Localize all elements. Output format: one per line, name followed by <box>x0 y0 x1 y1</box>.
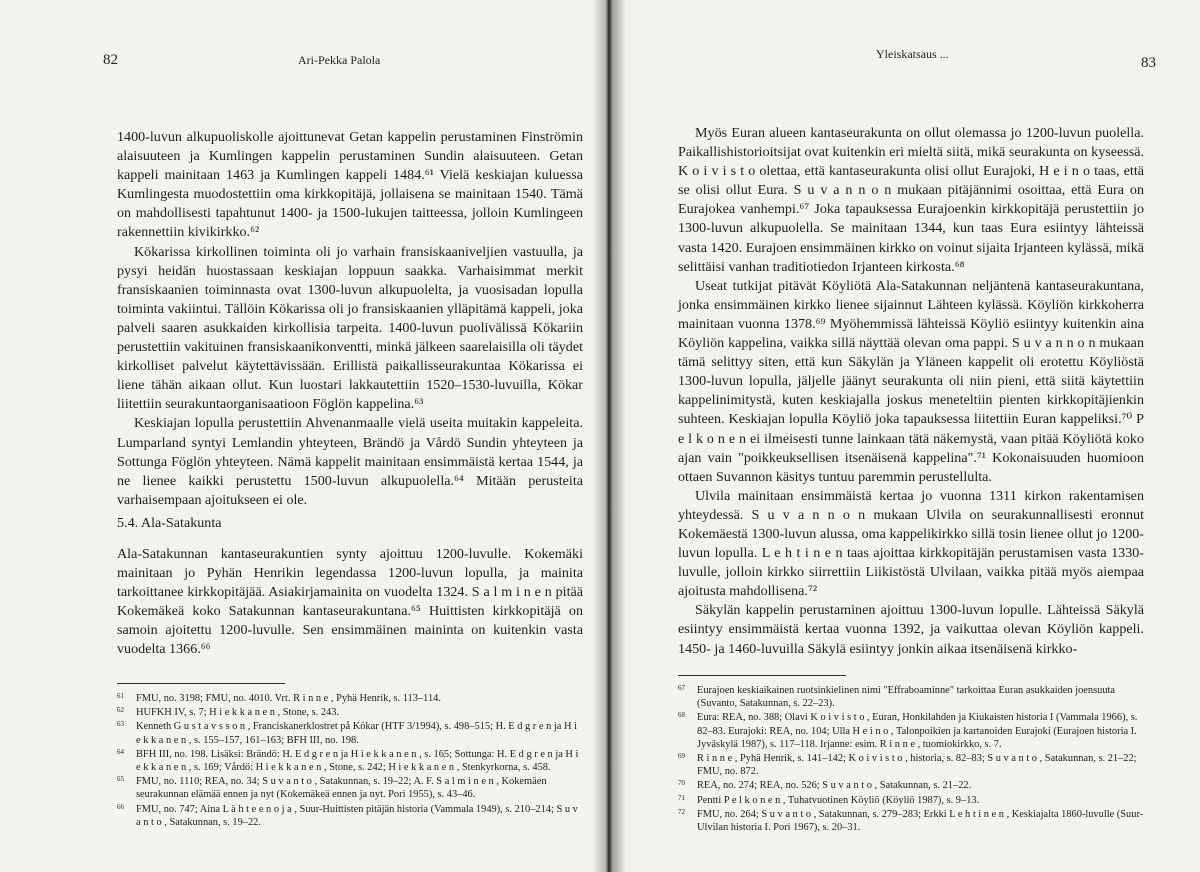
footnote-text: FMU, no. 264; S u v a n t o , Satakunnan, s. 279–283; Erkki L e h t i n e n , Keskiajalta 1860-luvulle (Suur-Ulvilan historia I. Pori 1967), s. 20–31. <box>697 808 1144 834</box>
footnotes <box>678 684 1144 835</box>
footnote-number: 64 <box>117 747 124 756</box>
paragraph: Useat tutkijat pitävät Köyliötä Ala-Satakunnan neljäntenä kantaseurakuntana, jonka ensimmäinen kirkko lienee sijainnut Lähteen kylässä. Köyliön kirkkoherra mainitaan vuonna 1378.⁶⁹ Myöhemmissä lähteissä Köyliö esiintyy kuitenkin aina Köyliön kappelina, vaikka sillä näyttää olevan oma pappi. S u v a n n o n mukaan tämä selittyy siten, että kun Säkylän ja Yläneen kappelit oli erotettu Köyliöstä 1300-luvun lopulla, jäljelle jäänyt seurakunta oli niin pieni, että siitä käytettiin kappelinimitystä, kuten keskiajalla joskus meneteltiin pienten kirkkopitäjienkin suhteen. Keskiajan lopulla Köyliö joka tapauksessa liitettiin Euran kappeliksi.⁷⁰ P e l k o n e n ei ilmeisesti tunne lainkaan tätä näkemystä, vaan pitää Köyliötä koko ajan vain "poikkeuksellisen itsenäisenä kappelina".⁷¹ Kokonaisuuden huomioon ottaen Suvannon käsitys tuntuu paremmin perustellulta. <box>678 277 1144 485</box>
running-head: Yleiskatsaus ... <box>876 47 949 61</box>
paragraph: Ulvila mainitaan ensimmäistä kertaa jo vuonna 1311 kirkon rakentamisen yhteydessä. S u v a n n o n mukaan Ulvila on seurakunnallisesti eronnut Kokemäestä 1300-luvun alussa, oma kappelikirkko sillä tosin lienee ollut jo 1200-luvun lopulla. L e h t i n e n taas ajoittaa kirkkopitäjän perustamisen vasta 1330-luvulle, jolloin kirkko siirrettiin Liikistöstä Ulvilaan, vaikka pitää myös aiempaa ajoitusta mahdollisena.⁷² <box>678 487 1144 600</box>
paragraph: Säkylän kappelin perustaminen ajoittuu 1300-luvun lopulle. Lähteissä Säkylä esiintyy ensimmäistä kertaa vuonna 1392, ja vaikuttaa olevan Köyliön kappeli. 1450- ja 1460-luvuilla Säkylä esiintyy jonkin aikaa itsenäisenä kirkko- <box>678 602 1144 657</box>
page-number: 83 <box>1141 55 1156 71</box>
footnote-number: 67 <box>678 684 685 692</box>
running-head: Ari-Pekka Palola <box>298 53 381 67</box>
footnote-text: FMU, no. 3198; FMU, no. 4010. Vrt. R i n n e , Pyhä Henrik, s. 113–114. <box>136 693 441 704</box>
footnote-text: REA, no. 274; REA, no. 526; S u v a n t o , Satakunnan, s. 21–22. <box>697 780 972 792</box>
footnote-number: 65 <box>117 775 124 784</box>
page-number: 82 <box>103 52 118 68</box>
footnote <box>117 692 583 705</box>
footnote-number: 63 <box>117 720 124 729</box>
footnote <box>117 706 583 719</box>
footnote-text: FMU, no. 1110; REA, no. 34; S u v a n t o , Satakunnan, s. 19–22; A. F. S a l m i n e n , Kokemäen seurakunnan elämää ennen ja nyt (Kokemäkeä ennen ja nyt. Pori 1955), s. 43–46. <box>136 776 547 801</box>
paragraph: Kökarissa kirkollinen toiminta oli jo varhain fransiskaaniveljien vastuulla, ja pysyi heidän huostassaan keskiajan loppuun saakka. Varhaisimmat merkit fransiskaanien toiminnasta ovat 1300-luvun alkupuolelta, ja vuosisadan lopulla toiminta vakiintui. Tällöin Kökarissa oli jo fransiskaanien ylläpitämä kappeli, joka palveli saaren asukkaiden kirkollisia tarpeita. 1400-luvun puolivälissä Kökariin perustettiin vakituinen fransiskaanikonventti, minkä jälkeen saarelaisilla oli täydet kirkolliset palvelut käytettävissään. Erillistä paikallisseurakuntaa Kökarissa ei liene tähän aikaan ollut. Kun luostari lakkautettiin 1520–1530-luvuilla, Kökar liitettiin seurakuntaorganisaatioon Föglön kappelina.⁶³ <box>117 243 583 413</box>
footnote-rule <box>678 675 846 676</box>
paragraph: Keskiajan lopulla perustettiin Ahvenanmaalle vielä useita muitakin kappeleita. Lumparland syntyi Lemlandin yhteyteen, Brändö ja Vårdö Sundin yhteyteen ja Sottunga Föglön yhteyteen. Nämä kappelit mainitaan ensimmäistä kertaa 1544, ja ne lienee kaikki perustettu 1500-luvun alkupuolella.⁶⁴ Mitään perusteita varhaisempaan ajoitukseen ei ole. <box>117 415 583 508</box>
footnote-number: 69 <box>678 752 685 761</box>
footnote-number: 61 <box>117 692 124 700</box>
section-heading: 5.4. Ala-Satakunta <box>117 515 222 531</box>
footnote-number: 72 <box>678 807 685 816</box>
footnote-text: BFH III, no. 198. Lisäksi: Brändö: H. E d g r e n ja H i e k k a n e n , s. 165; Sottunga: H. E d g r e n ja H i e k k a n e n , s. 169; Vårdö: H i e k k a n e n , Stone, s. 242; H i e k k a n e n , Stenkyrkorna, s. 458. <box>136 748 579 774</box>
footnote <box>678 779 1144 792</box>
paragraph: Ala-Satakunnan kantaseurakuntien synty ajoittuu 1200-luvulle. Kokemäki mainitaan jo Pyhän Henrikin legendassa 1200-luvun lopulla, ja mainita tarkoittanee kirkkopitäjää. Asiakirjamainita on vuodelta 1324. S a l m i n e n pitää Kokemäkeä koko Satakunnan kantaseurakuntana.⁶⁵ Huittisten kirkkopitäjä on samoin ajoitettu 1200-luvulle. Sen ensimmäinen maininta on kuitenkin vasta vuodelta 1366.⁶⁶ <box>117 546 583 658</box>
footnote-number: 68 <box>678 711 685 720</box>
footnote-text: Eurajoen keskiaikainen ruotsinkielinen nimi "Effraboaminne" tarkoittaa Euran asukkaiden joensuuta (Suvanto, Satakunnan, s. 22–23). <box>697 685 1116 710</box>
footnote <box>117 748 583 774</box>
footnote <box>117 803 583 829</box>
footnote-rule <box>117 683 285 684</box>
footnote <box>117 775 583 801</box>
footnote <box>678 684 1144 710</box>
right-page <box>606 0 1200 872</box>
footnote-text: HUFKH IV, s. 7; H i e k k a n e n , Stone, s. 243. <box>136 707 339 719</box>
footnote-text: R i n n e , Pyhä Henrik, s. 141–142; K o i v i s t o , historia, s. 82–83; S u v a n t o , Satakunnan, s. 21–22; FMU, no. 872. <box>697 753 1137 778</box>
paragraph: Myös Euran alueen kantaseurakunta on ollut olemassa jo 1200-luvun puolella. Paikallishistorioitsijat ovat kuitenkin eri mieltä siitä, mikä seurakunta on kyseessä. K o i v i s t o olettaa, että kantaseurakunta olisi ollut Eurajoki, H e i n o taas, että se olisi ollut Eura. S u v a n n o n mukaan pitäjännimi osoittaa, että Eura on Eurajokea vanhempi.⁶⁷ Joka tapauksessa Eurajoenkin kirkkopitäjä perustettiin jo 1300-luvun alkupuolella. Se mainitaan 1344, kun taas Eura esiintyy lähteissä vasta 1420. Eurajoen ensimmäinen kirkko on voinut sijaita Irjanteen kylässä, mikä selittäisi vanhan traditiotiedon Irjanteen kirkosta.⁶⁸ <box>678 125 1144 275</box>
footnotes <box>117 692 583 830</box>
footnote-number: 71 <box>678 793 685 802</box>
footnote <box>678 808 1144 834</box>
footnote <box>117 720 583 746</box>
footnote <box>678 711 1144 751</box>
footnote <box>678 794 1144 807</box>
footnote-text: Eura: REA, no. 388; Olavi K o i v i s t o , Euran, Honkilahden ja Kiukaisten historia I (Vammala 1966), s. 82–83. Eurajoki: REA, no. 104; Ulla H e i n o , Talonpoikien ja kartanoiden Eurajoki (Eurajoen historia I. Jyväskylä 1987), s. 117–118. Irjanne: esim. R i n n e , tuomiokirkko, s. 7. <box>697 712 1138 750</box>
body-text <box>117 128 583 510</box>
paragraph: 1400-luvun alkupuoliskolle ajoittunevat Getan kappelin perustaminen Finströmin alaisuuteen ja Kumlingen kappelin perustaminen Sundin alaisuuteen. Getan kappeli mainitaan 1463 ja Kumlingen kappeli 1484.⁶¹ Vielä keskiajan kuluessa Kumlingesta muodostettiin oma kirkkopitäjä, jollaisena se mainitaan 1540. Tämä on mahdollisesti tapahtunut 1400- ja 1500-lukujen taitteessa, jolloin Kumlingeen rakennettiin kivikirkko.⁶² <box>117 129 583 241</box>
footnote-number: 62 <box>117 706 124 715</box>
footnote-text: Kenneth G u s t a v s s o n , Franciskanerklostret på Kökar (HTF 3/1994), s. 498–515; H. E d g r e n ja H i e k k a n e n , s. 155–157, 161–163; BFH III, no. 198. <box>136 721 577 746</box>
section-body <box>117 545 583 660</box>
footnote-text: FMU, no. 747; Aina L ä h t e e n o j a , Suur-Huittisten pitäjän historia (Vammala 1949), s. 210–214; S u v a n t o , Satakunnan, s. 19–22. <box>136 803 578 828</box>
footnote-number: 66 <box>117 802 124 811</box>
body-text <box>678 124 1144 659</box>
footnote-text: Pentti P e l k o n e n , Tuhatvuotinen Köyliö (Köyliö 1987), s. 9–13. <box>697 794 980 806</box>
footnote <box>678 752 1144 778</box>
footnote-number: 70 <box>678 779 685 788</box>
